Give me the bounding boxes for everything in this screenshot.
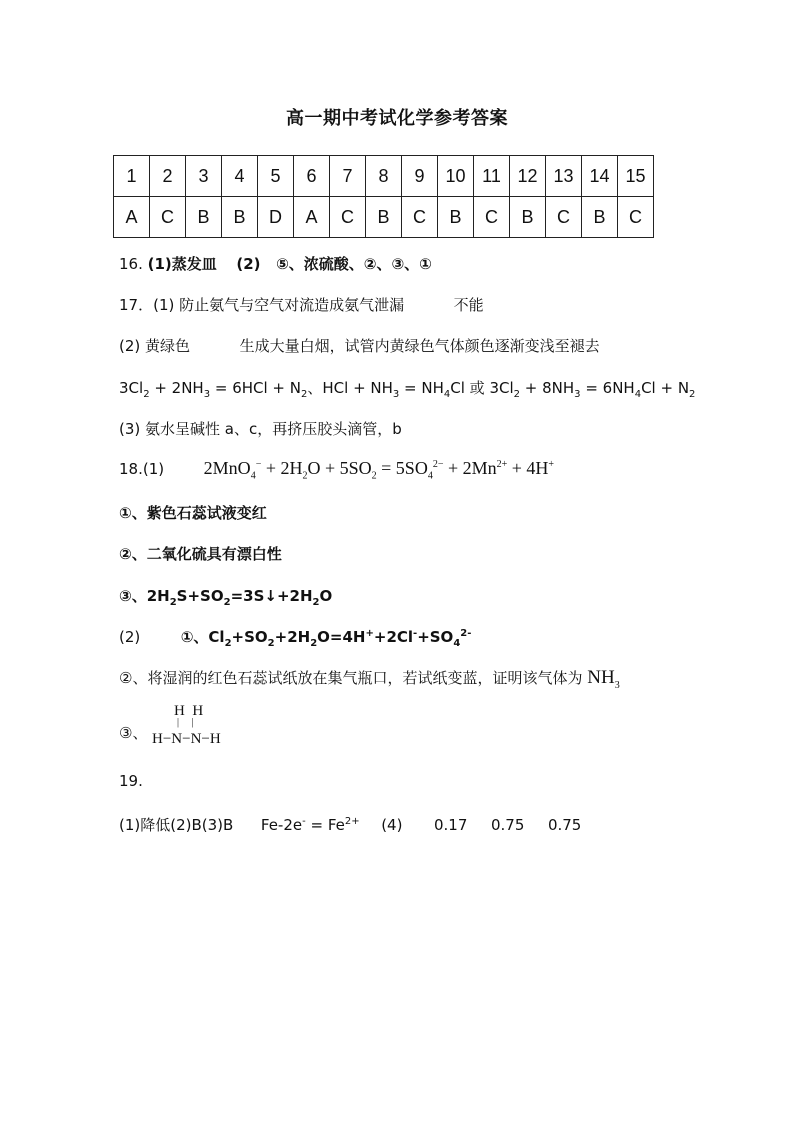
q18-part2-line-1	[119, 626, 471, 647]
answer-cell: C	[330, 197, 366, 238]
q17-part2-phenomenon: 生成大量白烟，试管内黄绿色气体颜色逐渐变浅至褪去	[239, 337, 600, 355]
q17-part1-answer: 17．(1) 防止氨气与空气对流造成氨气泄漏	[119, 296, 405, 314]
q19-answer-b: (4)	[381, 816, 403, 834]
question-number-cell: 10	[438, 156, 474, 197]
answer-cell: B	[222, 197, 258, 238]
question-number-cell: 11	[474, 156, 510, 197]
q16-line	[119, 253, 432, 274]
answer-cell: B	[186, 197, 222, 238]
question-number-cell: 5	[258, 156, 294, 197]
q17-equation: $3Cl_2 + 2NH_3 = 6HCl + N_2$、HCl + $NH_3 = NH_4Cl$ 或 $3Cl_2 + 8NH_3 = 6NH_4Cl + N_2$	[119, 379, 696, 400]
q18-part2-line-2	[119, 667, 620, 689]
q18-part2-label: (2)	[119, 628, 141, 646]
q19-electrode-equation: $Fe-2e^- = Fe^{2+}$	[260, 816, 360, 834]
q17-line-2	[119, 335, 600, 356]
question-number-cell: 3	[186, 156, 222, 197]
q19-value-3: 0.75	[547, 816, 582, 834]
q19-number: 19.	[119, 772, 143, 790]
q18-item-3	[119, 585, 332, 606]
q18-part2-item3-prefix: ③、	[119, 724, 148, 742]
nh3-formula: $NH_3$	[587, 667, 620, 691]
answer-cell: A	[294, 197, 330, 238]
question-number-cell: 6	[294, 156, 330, 197]
answer-cell: C	[618, 197, 654, 238]
q16-part1: (1)蒸发皿	[147, 255, 217, 273]
q17-part1-judgement: 不能	[453, 296, 484, 314]
q19-answer-a: (1)降低(2)B(3)B	[119, 816, 234, 834]
q16-part2-answer: ⑤、浓硫酸、②、③、①	[276, 255, 432, 273]
q17-part2-color: (2) 黄绿色	[119, 337, 191, 355]
question-number-cell: 9	[402, 156, 438, 197]
answer-cell: C	[474, 197, 510, 238]
question-number-cell: 7	[330, 156, 366, 197]
answer-sheet: 高一期中考试化学参考答案 1 2 3 4 5 6 7 8 9 10 11 12 13 14 15 A C B B D A C B C B C B C B C 16. (1)蒸发皿 (2) ⑤、浓硫酸、②、③、① 17．(1) 防止氨气与空气对流造成氨气泄漏 不能 (2) 黄绿色 生成大量白烟，试管内黄绿色气体颜色逐渐变浅至褪去 $3Cl_2 + 2NH_3 = 6HCl + N_2$、HCl + $NH_3 = NH_4Cl$ 或 $3Cl_2 + 8NH_3 = 6NH_4Cl + N_2$ (3) 氨水呈碱性 a、c，再挤压胶头滴管，b 18.(1) $2MnO_4^- + 2H_2O + 5SO_2 = 5SO_4^{2-} + 2Mn^{2+} + 4H^+$ ①、紫色石蕊试液变红 ②、二氧化硫具有漂白性 ③、$2H_2S+SO_2=3S↓+2H_2O$ (2) ①、$Cl_2+SO_2+2H_2O=4H^++2Cl^-+SO_4^{2-}$ ②、将湿润的红色石蕊试纸放在集气瓶口，若试纸变蓝，证明该气体为 $NH_3$ ③、 H H | | H−N−N−H 19. (1)降低(2)B(3)B $Fe-2e^- = Fe^{2+}$ (4) 0.17 0.75 0.75	[0, 0, 794, 1123]
answer-table	[113, 155, 654, 238]
q18-ionic-equation: $2MnO_4^- + 2H_2O + 5SO_2 = 5SO_4^{2-} + 2Mn^{2+} + 4H^+$	[203, 458, 555, 482]
answer-cell: B	[438, 197, 474, 238]
q19-value-2: 0.75	[490, 816, 525, 834]
page-title: 高一期中考试化学参考答案	[286, 108, 508, 129]
q16-part2-label: (2)	[236, 255, 261, 273]
q17-line-4	[119, 418, 402, 439]
question-number-cell: 15	[618, 156, 654, 197]
answer-cell: B	[366, 197, 402, 238]
q19-answers	[119, 814, 581, 835]
answer-cell: C	[150, 197, 186, 238]
q16-number: 16.	[119, 255, 143, 273]
q18-part2-item1-prefix: ①、	[180, 628, 209, 646]
q18-part2-item1-equation: $Cl_2+SO_2+2H_2O=4H^++2Cl^-+SO_4^{2-}$	[208, 628, 472, 649]
question-number-cell: 14	[582, 156, 618, 197]
q17-line-1	[119, 294, 484, 315]
answer-cell: B	[582, 197, 618, 238]
answer-table-number-row	[114, 156, 654, 197]
q18-item-3-equation: $2H_2S+SO_2=3S↓+2H_2O$	[146, 587, 333, 608]
answer-cell: B	[510, 197, 546, 238]
answer-cell: D	[258, 197, 294, 238]
question-number-cell: 2	[150, 156, 186, 197]
question-number-cell: 13	[546, 156, 582, 197]
q19-value-1: 0.17	[434, 816, 468, 834]
q17-equations	[119, 377, 695, 398]
answer-cell: C	[402, 197, 438, 238]
q17-part3-answer: (3) 氨水呈碱性 a、c，再挤压胶头滴管，b	[119, 420, 402, 438]
q18-line-1	[119, 458, 555, 482]
q18-part2-item2: ②、将湿润的红色石蕊试纸放在集气瓶口，若试纸变蓝，证明该气体为	[119, 669, 583, 687]
answer-cell: A	[114, 197, 150, 238]
question-number-cell: 8	[366, 156, 402, 197]
q18-label: 18.(1)	[119, 460, 165, 478]
question-number-cell: 1	[114, 156, 150, 197]
question-number-cell: 12	[510, 156, 546, 197]
q18-item-1: ①、紫色石蕊试液变红	[119, 504, 267, 522]
question-number-cell: 4	[222, 156, 258, 197]
q18-item-3-prefix: ③、	[119, 587, 147, 605]
q18-item-2: ②、二氧化硫具有漂白性	[119, 545, 282, 563]
answer-cell: C	[546, 197, 582, 238]
answer-table-answer-row	[114, 197, 654, 238]
